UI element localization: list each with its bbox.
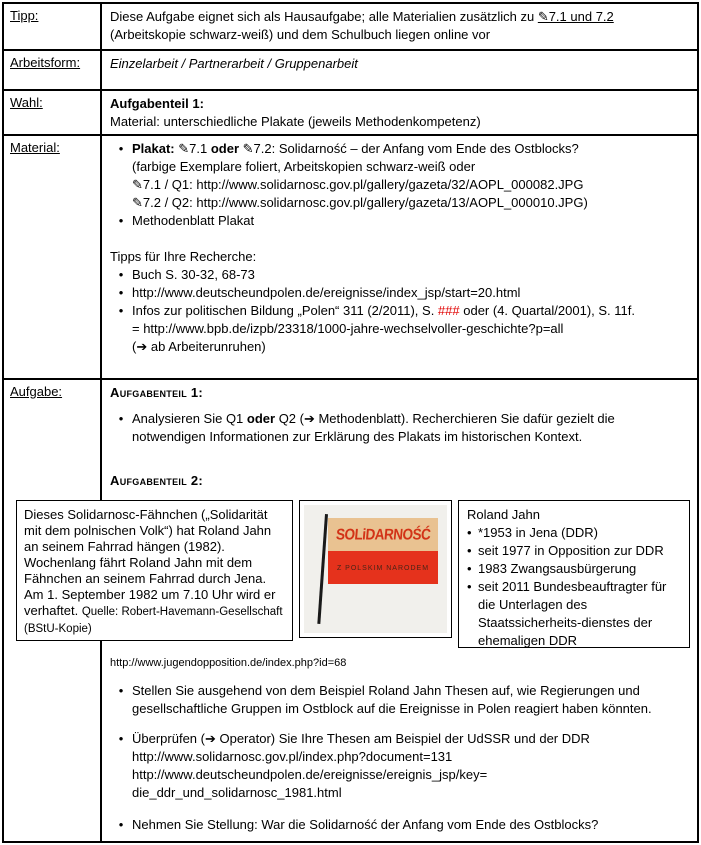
bullet-icon: • — [118, 683, 124, 698]
aufgabenteil-2-heading: Aufgabenteil 2: — [110, 473, 204, 488]
aufgabe2-boxes — [16, 500, 691, 648]
aufgabe1-bullet — [110, 410, 691, 446]
bullet-icon: • — [118, 285, 124, 300]
arbeitsform-content — [102, 51, 697, 89]
bullet-icon: • — [118, 213, 124, 228]
material-url-q1: ✎7.1 / Q1: http://www.solidarnosc.gov.pl/gallery/gazeta/32/AOPL_000082.JPG — [132, 177, 584, 192]
bullet-icon: • — [467, 579, 472, 594]
arbeitsform-label-cell — [4, 51, 102, 89]
spacer — [110, 230, 691, 248]
tip-infos-url: = http://www.bpb.de/izpb/23318/1000-jahre-wechselvoller-geschichte?p=all — [132, 321, 564, 336]
placeholder-hashes: ### — [437, 303, 460, 318]
material-content — [102, 136, 697, 378]
flag-photo-box — [299, 500, 452, 638]
material-plakat-line2: (farbige Exemplare foliert, Arbeitskopien schwarz-weiß oder — [132, 159, 476, 174]
bullet-icon: • — [118, 303, 124, 318]
flag-caption-text: Dieses Solidarnosc-Fähnchen („Solidarität mit dem polnischen Volk“) hat Roland Jahn an seinem Fahrrad hängen (1982). Wochenlang fährt Roland Jahn mit dem Fähnchen an seinem Fahrrad durch Jena. Am 1. September 1982 um 7.10 Uhr wird er verhaftet. — [24, 507, 276, 618]
jahn-item: • seit 1977 in Opposition zur DDR — [467, 543, 664, 558]
material-bullet-methodenblatt: • Methodenblatt Plakat — [110, 212, 691, 230]
aufgabe2-bullet-ueberpruefen — [110, 730, 691, 802]
material-plakat-line: Plakat: ✎7.1 oder ✎7.2: Solidarność – der Anfang vom Ende des Ostblocks? — [132, 141, 579, 156]
tipp-content — [102, 4, 697, 49]
jahn-item: • 1983 Zwangsausbürgerung — [467, 561, 637, 576]
bullet-icon: • — [118, 411, 124, 426]
tip-buch: • Buch S. 30-32, 68-73 — [110, 266, 691, 284]
flag-subtitle-text: Z POLSKIM NARODEM — [336, 565, 430, 572]
material-bullet-plakat — [110, 140, 691, 212]
jahn-item: • seit 2011 Bundesbeauftragter für die Unterlagen des Staatssicherheits-dienstes der ehemaligen DDR — [467, 579, 667, 648]
flag-caption-source: Quelle: Robert-Havemann-Gesellschaft (BStU-Kopie) — [24, 606, 283, 635]
bullet-icon: • — [467, 525, 472, 540]
wahl-heading: Aufgabenteil 1: — [110, 96, 204, 111]
tips-heading: Tipps für Ihre Recherche: — [110, 249, 257, 264]
bullet-icon: • — [118, 817, 124, 832]
aufgabe2-bullet-thesen: • Stellen Sie ausgehend von dem Beispiel Roland Jahn Thesen auf, wie Regierungen und gesellschaftliche Gruppen im Ostblock auf die Ereignisse in Polen reagiert haben könnten. — [110, 682, 691, 718]
wahl-line: Material: unterschiedliche Plakate (jeweils Methodenkompetenz) — [110, 114, 481, 129]
arbeitsform-value: Einzelarbeit / Partnerarbeit / Gruppenarbeit — [110, 56, 358, 71]
aufgabenteil-1-heading: Aufgabenteil 1: — [110, 385, 204, 400]
jahn-item: • *1953 in Jena (DDR) — [467, 525, 598, 540]
aufgabe-label: Aufgabe: — [10, 384, 63, 399]
flag-top-band — [328, 518, 438, 551]
ueberpruefen-line: Überprüfen (➔ Operator) Sie Ihre Thesen am Beispiel der UdSSR und der DDR — [132, 731, 590, 746]
bullet-icon: • — [118, 267, 124, 282]
jugendopposition-url: http://www.jugendopposition.de/index.php?id=68 — [110, 657, 347, 669]
tipp-label: Tipp: — [10, 8, 39, 23]
solidarnosc-flag — [328, 518, 438, 584]
tipp-text: Diese Aufgabe eignet sich als Hausaufgabe; alle Materialien zusätzlich zu — [110, 9, 538, 24]
flag-pole — [317, 514, 328, 624]
ueberpruefen-url-1: http://www.solidarnosc.gov.pl/index.php?document=131 — [132, 749, 453, 764]
bullet-icon: • — [118, 731, 124, 746]
tip-infos — [110, 302, 691, 356]
material-url-q2: ✎7.2 / Q2: http://www.solidarnosc.gov.pl/gallery/gazeta/13/AOPL_000010.JPG) — [132, 195, 588, 210]
tip-infos-line: Infos zur politischen Bildung „Polen“ 311 (2/2011), S. ### oder (4. Quartal/2001), S. 11f. — [132, 303, 635, 318]
material-label: Material: — [10, 140, 60, 155]
jahn-title: Roland Jahn — [467, 507, 540, 522]
material-label-cell — [4, 136, 102, 378]
bullet-icon: • — [467, 543, 472, 558]
roland-jahn-box — [458, 500, 690, 648]
row-arbeitsform — [4, 51, 697, 91]
tip-infos-note: (➔ ab Arbeiterunruhen) — [132, 339, 266, 354]
tipp-underlined-ref: ✎7.1 und 7.2 — [537, 9, 614, 24]
wahl-label: Wahl: — [10, 95, 43, 110]
aufgabe1-text: Analysieren Sie Q1 oder Q2 (➔ Methodenblatt). Recherchieren Sie dafür gezielt die notwendigen Informationen zur Erklärung des Plakats im historischen Kontext. — [132, 411, 615, 444]
tip-url: • http://www.deutscheundpolen.de/ereignisse/index_jsp/start=20.html — [110, 284, 691, 302]
row-tipp — [4, 4, 697, 51]
tipp-text-2: (Arbeitskopie schwarz-weiß) und dem Schulbuch liegen online vor — [110, 27, 491, 42]
flag-photo — [304, 505, 447, 633]
wahl-content — [102, 91, 697, 134]
worksheet-table — [2, 2, 699, 843]
ueberpruefen-url-3: die_ddr_und_solidarnosc_1981.html — [132, 785, 342, 800]
aufgabe-content — [24, 380, 697, 841]
wahl-label-cell — [4, 91, 102, 134]
flag-title-text: SOLiDARNOŚĆ — [335, 525, 431, 543]
ueberpruefen-url-2: http://www.deutscheundpolen.de/ereignisse/ereignis_jsp/key= — [132, 767, 488, 782]
row-aufgabe — [4, 380, 697, 841]
row-material — [4, 136, 697, 380]
row-wahl — [4, 91, 697, 136]
tipp-label-cell — [4, 4, 102, 49]
flag-bottom-band — [328, 551, 438, 584]
bullet-icon: • — [467, 561, 472, 576]
aufgabe2-bullet-stellung: • Nehmen Sie Stellung: War die Solidarność der Anfang vom Ende des Ostblocks? — [110, 816, 691, 834]
bullet-icon: • — [118, 141, 124, 156]
flag-caption-box — [16, 500, 293, 641]
arbeitsform-label: Arbeitsform: — [10, 55, 81, 70]
